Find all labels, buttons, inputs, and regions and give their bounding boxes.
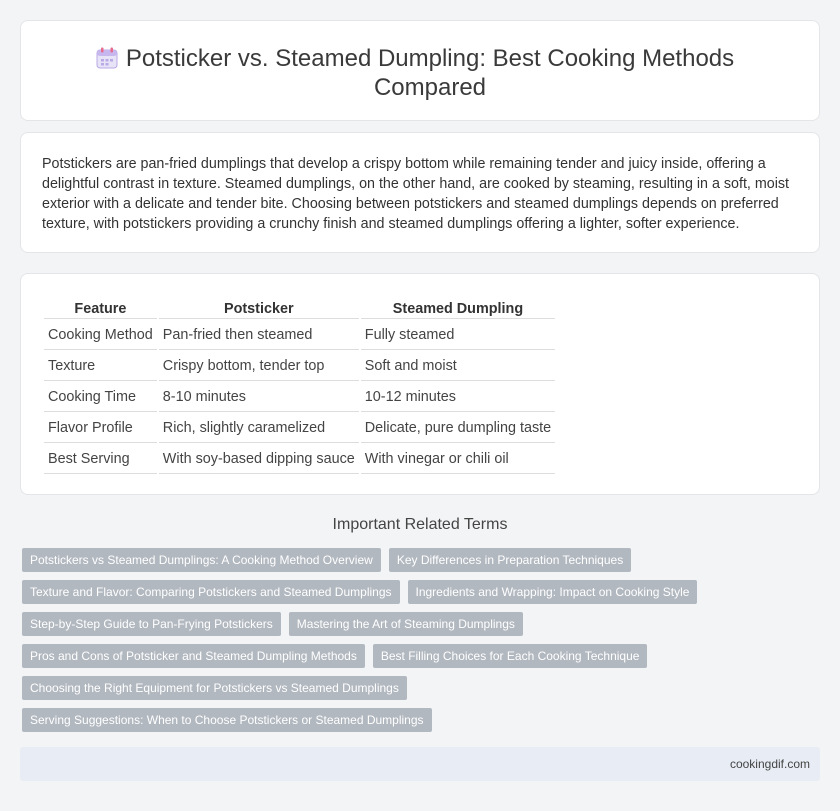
table-cell: Rich, slightly caramelized — [159, 414, 359, 443]
related-term-tag[interactable]: Pros and Cons of Potsticker and Steamed Dumpling Methods — [22, 644, 365, 668]
related-term-tag[interactable]: Ingredients and Wrapping: Impact on Cooking Style — [408, 580, 698, 604]
table-cell: 10-12 minutes — [361, 383, 555, 412]
related-term-tag[interactable]: Serving Suggestions: When to Choose Potstickers or Steamed Dumplings — [22, 708, 432, 732]
intro-card — [20, 132, 820, 253]
table-cell: 8-10 minutes — [159, 383, 359, 412]
table-cell: Pan-fried then steamed — [159, 321, 359, 350]
related-term-tag[interactable]: Mastering the Art of Steaming Dumplings — [289, 612, 523, 636]
related-terms-list — [22, 548, 702, 740]
intro-paragraph: Potstickers are pan-fried dumplings that develop a crispy bottom while remaining tender and juicy inside, offering a delightful contrast in texture. Steamed dumplings, on the other hand, are cooked by steaming, resulting in a soft, moist exterior with a delicate and tender bite. Choosing between potstickers and steamed dumplings depends on preferred texture, with potstickers providing a crunchy finish and steamed dumplings offering a lighter, softer experience. — [42, 156, 790, 232]
tag-row — [22, 548, 702, 572]
related-term-tag[interactable]: Step-by-Step Guide to Pan-Frying Potstickers — [22, 612, 281, 636]
table-cell: Cooking Time — [44, 383, 157, 412]
title-card — [20, 20, 820, 121]
table-row — [44, 383, 555, 412]
related-term-tag[interactable]: Best Filling Choices for Each Cooking Technique — [373, 644, 648, 668]
table-cell: Cooking Method — [44, 321, 157, 350]
header-steamed-dumpling: Steamed Dumpling — [361, 297, 555, 319]
table-cell: With vinegar or chili oil — [361, 445, 555, 474]
table-row — [44, 445, 555, 474]
table-cell: Fully steamed — [361, 321, 555, 350]
related-term-tag[interactable]: Texture and Flavor: Comparing Potstickers and Steamed Dumplings — [22, 580, 400, 604]
related-term-tag[interactable]: Key Differences in Preparation Techniques — [389, 548, 631, 572]
table-row — [44, 414, 555, 443]
header-feature: Feature — [44, 297, 157, 319]
related-term-tag[interactable]: Choosing the Right Equipment for Potstickers vs Steamed Dumplings — [22, 676, 407, 700]
related-term-tag[interactable]: Potstickers vs Steamed Dumplings: A Cooking Method Overview — [22, 548, 381, 572]
tag-row — [22, 708, 702, 732]
header-potsticker: Potsticker — [159, 297, 359, 319]
table-cell: Flavor Profile — [44, 414, 157, 443]
table-cell: Crispy bottom, tender top — [159, 352, 359, 381]
related-terms-heading: Important Related Terms — [332, 516, 508, 533]
tag-row — [22, 612, 702, 636]
comparison-card — [20, 273, 820, 495]
table-cell: With soy-based dipping sauce — [159, 445, 359, 474]
table-cell: Best Serving — [44, 445, 157, 474]
table-cell: Texture — [44, 352, 157, 381]
tag-row — [22, 580, 702, 604]
comparison-table — [42, 295, 557, 476]
table-row — [44, 352, 555, 381]
table-cell: Soft and moist — [361, 352, 555, 381]
table-cell: Delicate, pure dumpling taste — [361, 414, 555, 443]
tag-row — [22, 676, 702, 700]
table-row — [44, 321, 555, 350]
table-header-row — [44, 297, 555, 319]
tag-row — [22, 644, 702, 668]
page-title: Potsticker vs. Steamed Dumpling: Best Cooking Methods Compared — [125, 45, 735, 101]
footer — [20, 747, 820, 781]
footer-site-link[interactable]: cookingdif.com — [729, 757, 810, 771]
